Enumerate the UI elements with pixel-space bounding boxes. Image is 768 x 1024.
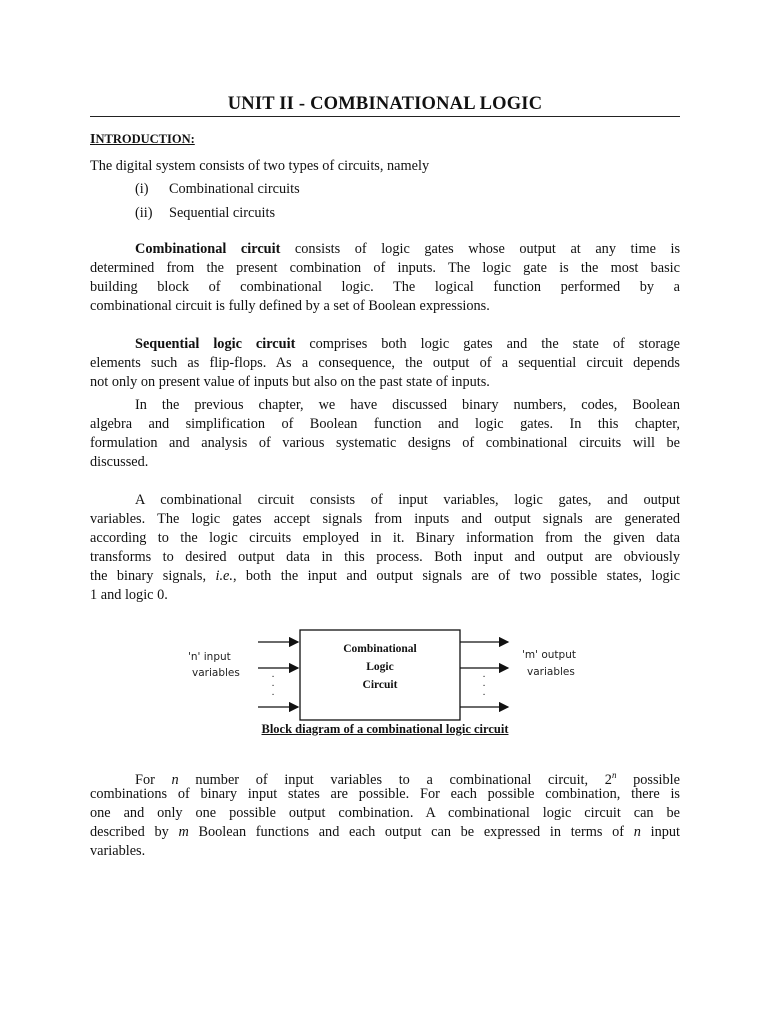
title-rule [90,116,680,117]
cc-line-4: transforms to desired output data in this process. Both input and output are obviously [90,549,680,565]
final-text-4a: described by [90,824,179,840]
final-line-4 [90,823,680,842]
final-text-1a: For [135,771,172,788]
list-text-1: Combinational circuits [169,181,300,197]
output-ellipsis: · [482,681,486,692]
seq-line-2: elements such as flip-flops. As a consequence, the output of a sequential circuit depends [90,355,680,371]
prev-line-2: algebra and simplification of Boolean function and logic gates. In this chapter, [90,416,680,432]
input-label-2: variables [192,667,240,679]
comb-text-1: consists of logic gates whose output at any time is [294,241,681,257]
comb-line-4: combinational circuit is fully defined by a set of Boolean expressions. [90,298,490,314]
cc-line-1: A combinational circuit consists of input variables, logic gates, and output [135,492,680,508]
final-text-1c: possible [616,771,680,788]
cc-line-6: 1 and logic 0. [90,587,168,603]
comb-line-1 [135,240,680,259]
figure-caption: Block diagram of a combinational logic circuit [261,722,509,736]
prev-line-1: In the previous chapter, we have discussed binary numbers, codes, Boolean [135,397,680,413]
cc-line-3: according to the logic circuits employed in it. Binary information from the given data [90,530,680,546]
cc-line-2: variables. The logic gates accept signals from inputs and output signals are generated [90,511,680,527]
final-n2: n [633,824,641,840]
list-num-1: (i) [135,181,149,197]
final-text-4b: Boolean functions and each output can be expressed in terms of [188,824,634,840]
box-label [300,640,460,694]
box-label-3: Circuit [362,679,398,691]
page-title: UNIT II - COMBINATIONAL LOGIC [227,94,543,114]
output-label-2: variables [527,666,575,678]
list-num-2: (ii) [135,205,153,221]
cc-text-5b: , both the input and output signals are of two possible states, logic [232,568,680,584]
paragraph-intro: The digital system consists of two types of circuits, namely [90,158,430,174]
cc-ie: i.e. [215,568,233,584]
final-text-4c: input [640,824,680,840]
final-m: m [178,824,189,840]
final-line-2: combinations of binary input states are possible. For each possible combination, there is [90,786,680,802]
final-sup: n [611,770,617,780]
cc-text-5a: the binary signals, [90,568,216,584]
final-line-5: variables. [90,843,146,859]
seq-text-1: comprises both logic gates and the state of storage [309,336,680,352]
seq-line-1 [135,335,680,354]
output-ellipsis: · [482,672,486,683]
final-line-3: one and only one possible output combination. A combinational logic circuit can be [90,805,680,821]
final-n: n [171,771,179,788]
comb-term: Combinational circuit [135,241,281,257]
input-ellipsis: · [271,690,275,701]
prev-line-3: formulation and analysis of various systematic designs of combinational circuits will be [90,435,680,451]
input-label-1: 'n' input [188,651,231,663]
comb-line-2: determined from the present combination of inputs. The logic gate is the most basic [90,260,680,276]
comb-line-3: building block of combinational logic. The logical function performed by a [90,279,680,295]
cc-line-5 [90,567,680,586]
prev-line-4: discussed. [90,454,149,470]
seq-line-3: not only on present value of inputs but also on the past state of inputs. [90,374,490,390]
heading-rest: NTRODUCTION: [95,132,195,146]
box-label-1: Combinational [343,643,417,655]
input-ellipsis: · [271,681,275,692]
output-label-1: 'm' output [522,649,576,661]
section-heading [90,132,195,148]
final-text-1b: number of input variables to a combinational circuit, 2 [178,771,612,788]
seq-term: Sequential logic circuit [135,336,296,352]
box-label-2: Logic [366,661,394,673]
heading-initial: I [90,132,96,147]
output-ellipsis: · [482,690,486,701]
list-text-2: Sequential circuits [169,205,276,221]
input-ellipsis: · [271,672,275,683]
